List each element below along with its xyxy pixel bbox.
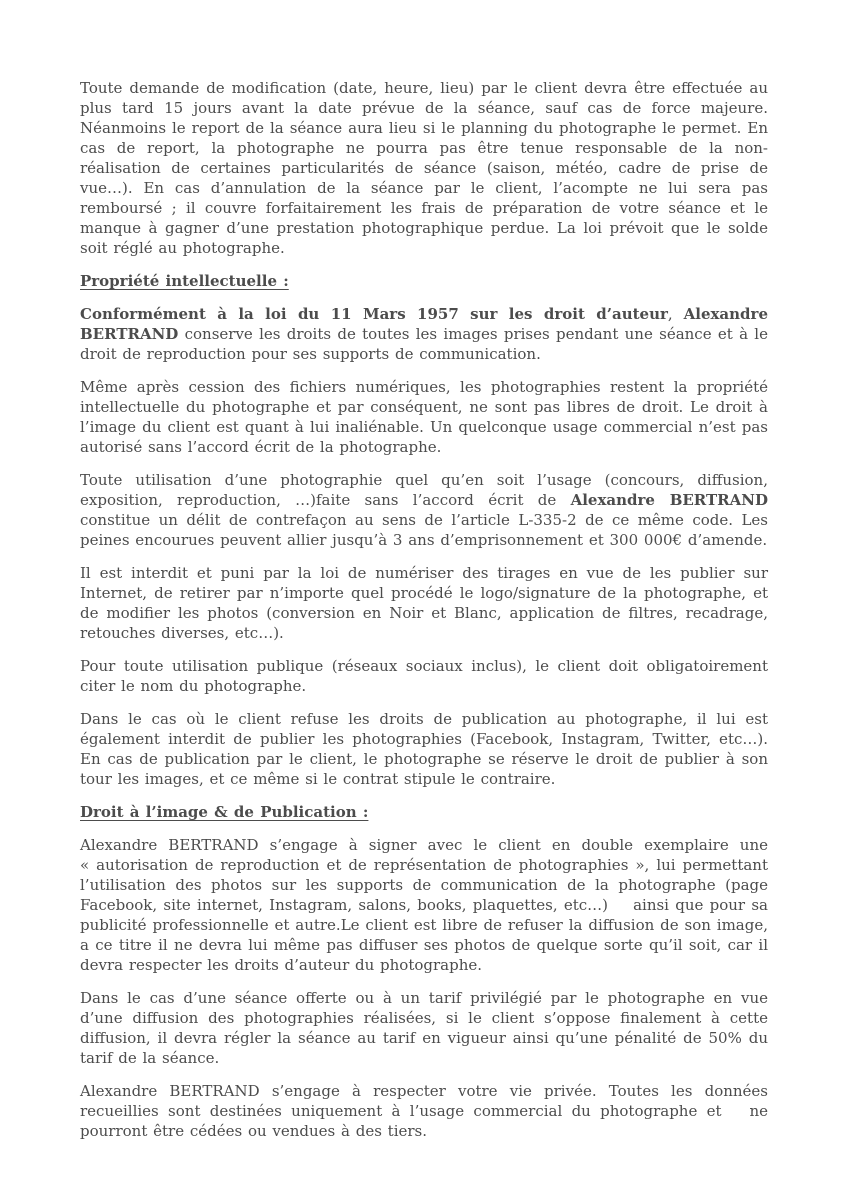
bold-text-segment: Propriété intellectuelle :: [80, 272, 289, 290]
bold-text-segment: Droit à l’image & de Publication :: [80, 803, 369, 821]
paragraph: [80, 78, 768, 258]
body-text-segment: Pour toute utilisation publique (réseaux sociaux inclus), le client doit obligatoirement citer le nom du photographe.: [80, 657, 768, 695]
paragraph: [80, 304, 768, 364]
body-text-segment: Alexandre BERTRAND s’engage à signer avec le client en double exemplaire une « autorisation de reproduction et de représentation de photographies », lui permettant l’utilisation des photos sur les supports de communication de la photographe (page Facebook, site internet, Instagram, salons, books, plaquettes, etc…) ainsi que pour sa publicité professionnelle et autre.Le client est libre de refuser la diffusion de son image, a ce titre il ne devra lui même pas diffuser ses photos de quelque sorte qu’il soit, car il devra respecter les droits d’auteur du photographe.: [80, 836, 768, 974]
body-text-segment: Dans le cas où le client refuse les droits de publication au photographe, il lui est également interdit de publier les photographies (Facebook, Instagram, Twitter, etc…). En cas de publication par le client, le photographe se réserve le droit de publier à son tour les images, et ce même si le contrat stipule le contraire.: [80, 710, 768, 788]
paragraph: [80, 470, 768, 550]
section-heading: [80, 271, 768, 291]
body-text-segment: ,: [667, 305, 684, 323]
body-text-segment: Alexandre BERTRAND s’engage à respecter votre vie privée. Toutes les données recueillies sont destinées uniquement à l’usage commercial du photographe et ne pourront être cédées ou vendues à des tiers.: [80, 1082, 768, 1140]
body-text-segment: Même après cession des fichiers numériques, les photographies restent la propriété intellectuelle du photographe et par conséquent, ne sont pas libres de droit. Le droit à l’image du client est quant à lui inaliénable. Un quelconque usage commercial n’est pas autorisé sans l’accord écrit de la photographe.: [80, 378, 768, 456]
paragraph: [80, 656, 768, 696]
paragraph: [80, 988, 768, 1068]
body-text-segment: conserve les droits de toutes les images prises pendant une séance et à le droit de reproduction pour ses supports de communication.: [80, 325, 768, 363]
paragraph: [80, 377, 768, 457]
section-heading: [80, 802, 768, 822]
paragraph: [80, 1081, 768, 1141]
body-text-segment: Toute utilisation d’une photographie quel qu’en soit l’usage (concours, diffusion, exposition, reproduction, …)faite sans l’accord écrit de: [80, 471, 768, 509]
bold-text-segment: Conformément à la loi du 11 Mars 1957 sur les droit d’auteur: [80, 305, 668, 323]
body-text-segment: Il est interdit et puni par la loi de numériser des tirages en vue de les publier sur Internet, de retirer par n’importe quel procédé le logo/signature de la photographe, et de modifier les photos (conversion en Noir et Blanc, application de filtres, recadrage, retouches diverses, etc…).: [80, 564, 768, 642]
paragraph: [80, 835, 768, 975]
bold-text-segment: Alexandre BERTRAND: [570, 491, 768, 509]
paragraph: [80, 563, 768, 643]
body-text-segment: Toute demande de modification (date, heure, lieu) par le client devra être effectuée au plus tard 15 jours avant la date prévue de la séance, sauf cas de force majeure. Néanmoins le report de la séance aura lieu si le planning du photographe le permet. En cas de report, la photographe ne pourra pas être tenue responsable de la non-réalisation de certaines particularités de séance (saison, météo, cadre de prise de vue…). En cas d’annulation de la séance par le client, l’acompte ne lui sera pas remboursé ; il couvre forfaitairement les frais de préparation de votre séance et le manque à gagner d’une prestation photographique perdue. La loi prévoit que le solde soit réglé au photographe.: [80, 79, 768, 257]
body-text-segment: Dans le cas d’une séance offerte ou à un tarif privilégié par le photographe en vue d’une diffusion des photographies réalisées, si le client s’oppose finalement à cette diffusion, il devra régler la séance au tarif en vigueur ainsi qu’une pénalité de 50% du tarif de la séance.: [80, 989, 768, 1067]
body-text-segment: constitue un délit de contrefaçon au sens de l’article L-335-2 de ce même code. Les peines encourues peuvent allier jusqu’à 3 ans d’emprisonnement et 300 000€ d’amende.: [80, 511, 768, 549]
bold-text-segment: Alexandre BERTRAND: [80, 305, 768, 343]
paragraph: [80, 709, 768, 789]
